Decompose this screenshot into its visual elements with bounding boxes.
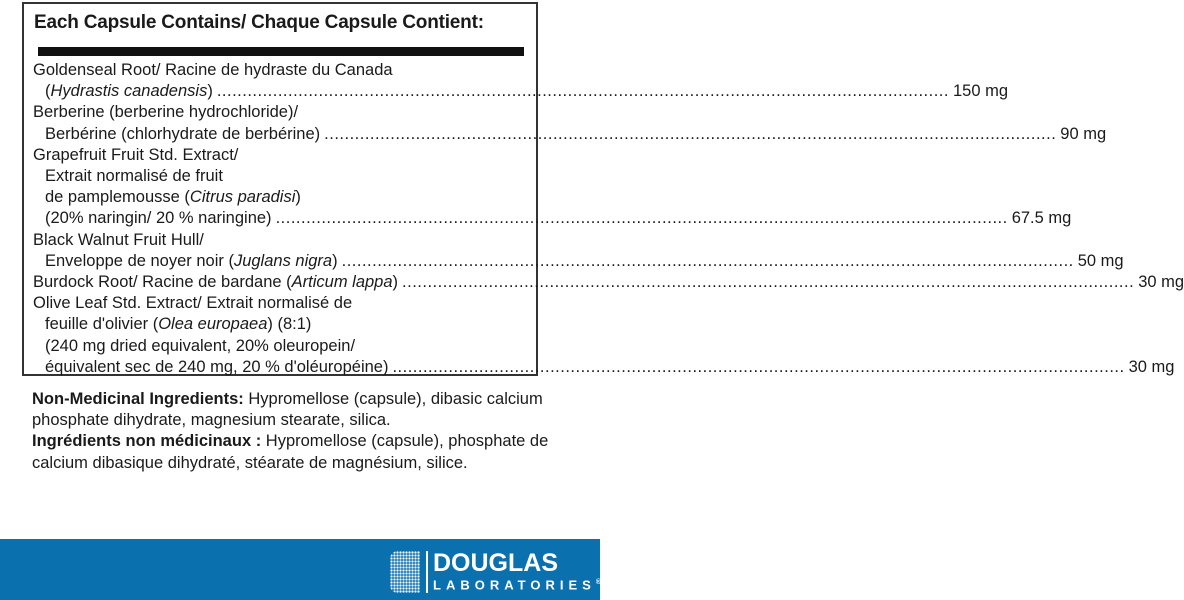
non-medicinal-en: Non-Medicinal Ingredients: Hypromellose (capsule), dibasic calcium phosphate dihydrate, magnesium stearate, silica. [32,390,543,430]
amount: 50 mg [1077,251,1124,270]
leader-dots [392,357,1124,378]
ingredient-line [33,145,524,166]
amount: 30 mg [1128,357,1175,376]
line-text: Enveloppe de noyer noir (Juglans nigra) [45,251,338,270]
non-medicinal-ingredients [32,389,552,474]
supplement-facts-panel [22,2,1184,376]
line-text: (20% naringin/ 20 % naringine) [45,209,272,228]
line-text: de pamplemousse (Citrus paradisi) [45,188,301,207]
line-text: Goldenseal Root/ Racine de hydraste du Canada [33,61,393,79]
ingredient-line [33,102,524,123]
brand-sub: LABORATORIES [433,577,596,593]
line-text: équivalent sec de 240 mg, 20 % d'oléuropéine) [45,357,389,376]
douglas-laboratories-logo: DOUGLAS LABORATORIES® [390,551,601,593]
amount: 67.5 mg [1011,209,1072,228]
leader-dots [276,208,1008,229]
ingredient-line [33,293,524,314]
line-text: Grapefruit Fruit Std. Extract/ [33,145,239,164]
ingredient-line [33,124,1107,145]
line-text: Berberine (berberine hydrochloride)/ [33,103,299,122]
ingredient-line [33,81,1009,102]
ingredient-line [33,166,524,187]
ingredient-line [33,230,524,251]
line-text: Olive Leaf Std. Extract/ Extrait normalisé de [33,294,353,313]
ingredient-line [33,208,1072,229]
panel-heading: Each Capsule Contains/ Chaque Capsule Contient: [34,12,484,33]
ingredient-line [33,60,524,81]
heading-divider [38,47,524,56]
line-text: (Hydrastis canadensis) [45,82,213,101]
amount: 150 mg [952,82,1009,101]
ingredient-line [33,336,524,357]
leader-dots [342,251,1074,272]
ingredient-line [33,314,524,335]
amount: 30 mg [1138,273,1184,292]
ingredient-line [33,272,1184,293]
line-text: Burdock Root/ Racine de bardane (Articum lappa) [33,273,399,292]
ingredient-line [33,251,1124,272]
line-text: Extrait normalisé de fruit [45,167,223,186]
non-medicinal-fr: Ingrédients non médicinaux : Hypromellose (capsule), phosphate de calcium dibasique dihydraté, stéarate de magnésium, silice. [32,432,549,472]
brand-name: DOUGLAS [433,549,558,577]
ingredient-list [33,60,1184,378]
logo-mark-icon [390,551,420,593]
line-text: (240 mg dried equivalent, 20% oleuropein/ [45,336,356,355]
leader-dots [217,81,949,102]
amount: 90 mg [1060,124,1107,143]
ingredient-line [33,187,524,208]
line-text: Berbérine (chlorhydrate de berbérine) [45,124,321,143]
line-text: Black Walnut Fruit Hull/ [33,230,204,249]
leader-dots [402,272,1134,293]
leader-dots [324,124,1056,145]
ingredient-line [33,357,1175,378]
line-text: feuille d'olivier (Olea europaea) (8:1) [45,315,312,334]
